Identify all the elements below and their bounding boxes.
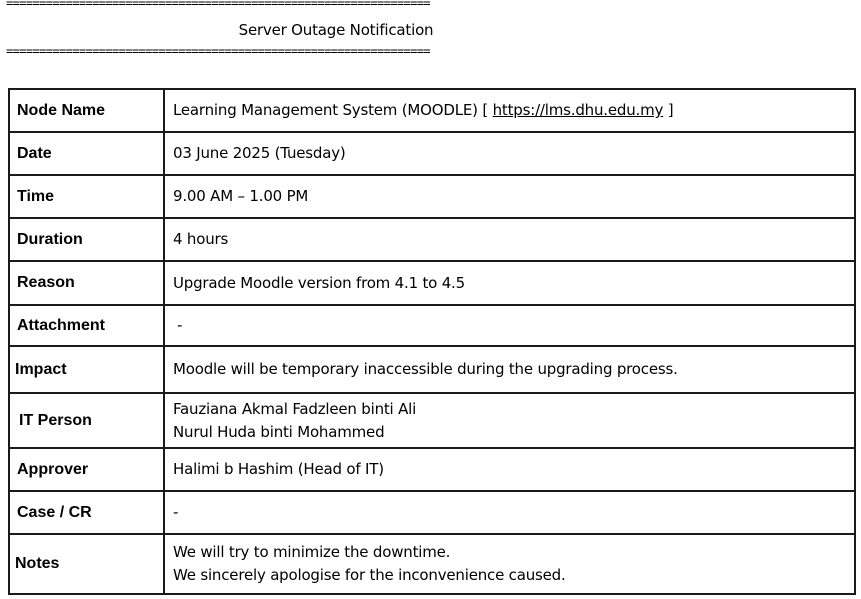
time-text: 9.00 AM – 1.00 PM [173,187,309,205]
node-name-suffix: ] [663,101,674,119]
lms-url-link[interactable]: https://lms.dhu.edu.my [492,101,664,119]
row-duration [10,219,854,262]
value-date [165,133,854,174]
duration-text: 4 hours [173,230,229,248]
notes-line-2: We sincerely apologise for the inconvenience caused. [173,566,566,584]
value-impact [165,347,854,392]
reason-text: Upgrade Moodle version from 4.1 to 4.5 [173,273,465,292]
row-it-person [10,394,854,449]
label-duration: Duration [10,219,165,260]
value-reason [165,262,854,304]
row-impact [10,347,854,394]
value-it-person [165,394,854,447]
row-notes [10,535,854,593]
approver-text: Halimi b Hashim (Head of IT) [173,460,384,478]
value-duration [165,219,854,260]
label-notes: Notes [10,535,165,593]
it-person-2: Nurul Huda binti Mohammed [173,422,385,441]
row-node-name [10,90,854,133]
outage-details-table [8,88,856,595]
row-date [10,133,854,176]
node-name-text [173,99,854,122]
row-case-cr [10,492,854,535]
attachment-text: - [177,316,183,334]
date-text: 03 June 2025 (Tuesday) [173,144,346,162]
notes-line-1: We will try to minimize the downtime. [173,543,451,561]
label-node-name: Node Name [10,90,165,131]
value-node-name [165,90,854,131]
bottom-divider: ================================================================ [6,45,430,57]
value-time [165,176,854,217]
page-title: Server Outage Notification [238,21,434,39]
row-time [10,176,854,219]
node-name-prefix: Learning Management System (MOODLE) [ [173,101,493,119]
label-it-person: IT Person [10,394,165,447]
case-cr-text: - [173,503,179,521]
impact-text: Moodle will be temporary inaccessible during the upgrading process. [173,360,678,378]
top-divider: ================================================================ [6,0,430,9]
row-attachment [10,306,854,347]
label-attachment: Attachment [10,306,165,345]
label-time: Time [10,176,165,217]
row-approver [10,449,854,492]
label-reason: Reason [10,262,165,304]
value-notes [165,535,854,593]
label-approver: Approver [10,449,165,490]
row-reason [10,262,854,306]
label-case-cr: Case / CR [10,492,165,533]
label-date: Date [10,133,165,174]
value-case-cr [165,492,854,533]
label-impact: Impact [10,347,165,392]
value-approver [165,449,854,490]
value-attachment [165,306,854,345]
it-person-1: Fauziana Akmal Fadzleen binti Ali [173,399,417,418]
